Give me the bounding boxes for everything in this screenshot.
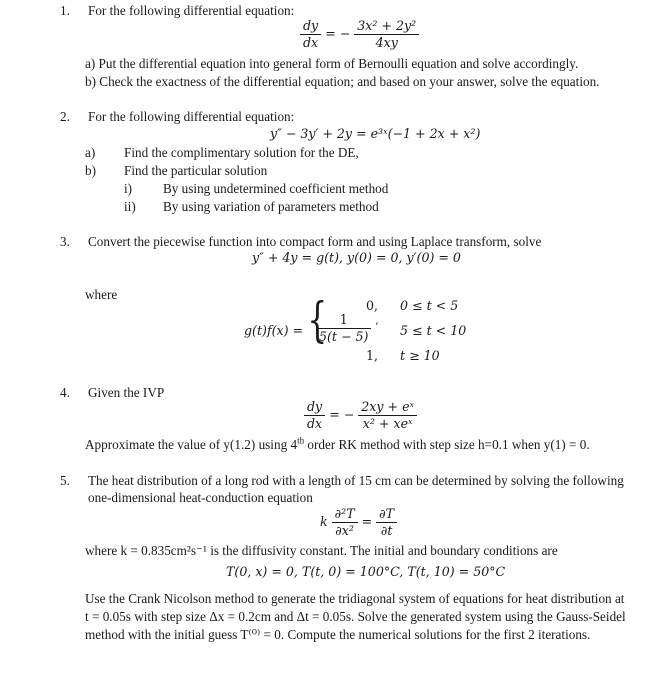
q1-eq-lhs-den: dx: [303, 34, 319, 50]
piecewise-value-1: 0,: [366, 298, 379, 313]
q5-eq-rhs-num: ∂T: [376, 506, 397, 523]
q2-ii-label: ii): [124, 199, 136, 214]
piecewise-value-3: 1,: [366, 348, 379, 363]
q2-number: 2.: [60, 109, 70, 124]
q5-eq-lhs-den: ∂x²: [335, 522, 354, 538]
q3-number: 3.: [60, 234, 70, 249]
q5-equation: [320, 506, 397, 538]
q5-boundary-conditions: T(0, x) = 0, T(t, 0) = 100°C, T(t, 10) = 50°C: [226, 564, 506, 579]
q5-intro: The heat distribution of a long rod with a length of 15 cm can be determined by solving the following one-dimensional heat-conduction equation: [88, 473, 624, 506]
q4-equation: [304, 399, 417, 431]
q1-intro: For the following differential equation:: [88, 3, 295, 18]
q2-b-label: b): [85, 163, 96, 178]
piecewise-lhs: g(t)f(x) =: [244, 323, 304, 338]
q3-intro: Convert the piecewise function into compact form and using Laplace transform, solve: [88, 234, 542, 249]
q2-equation: y″ − 3y′ + 2y = e³ˣ(−1 + 2x + x²): [270, 126, 481, 141]
q2-part-i: By using undetermined coefficient method: [163, 181, 389, 196]
q4-intro: Given the IVP: [88, 385, 165, 400]
q5-eq-rhs-den: ∂t: [380, 522, 393, 538]
q4-task-pre: Approximate the value of y(1.2) using 4: [85, 437, 298, 452]
q4-eq-sign: = −: [329, 406, 355, 422]
q4-task-post: order RK method with step size h=0.1 when y(1) = 0.: [304, 437, 590, 452]
q1-eq-lhs-num: dy: [300, 18, 321, 35]
q4-task-sup: th: [297, 435, 305, 446]
piecewise-v2-num: 1: [316, 312, 371, 329]
q1-part-a: a) Put the differential equation into general form of Bernoulli equation and solve accordingly.: [85, 56, 579, 71]
q4-task: [85, 436, 590, 453]
q4-eq-rhs-den: x² + xeˣ: [362, 415, 413, 431]
q2-part-a: Find the complimentary solution for the DE,: [124, 145, 359, 160]
piecewise-cond-2: 5 ≤ t < 10: [400, 323, 467, 338]
q5-body: Use the Crank Nicolson method to generate the tridiagonal system of equations for heat distribution at t = 0.05s with step size Δx = 0.2cm and Δt = 0.05s. Solve the generated system using the Gauss-Seidel method with the initial guess T⁽⁰⁾ = 0. Compute the numerical solutions for the first 2 iterations.: [85, 591, 626, 643]
q5-where: where k = 0.835cm²s⁻¹ is the diffusivity constant. The initial and boundary conditions are: [85, 543, 558, 558]
q2-part-b: Find the particular solution: [124, 163, 268, 178]
piecewise-value-2: [316, 312, 378, 344]
q2-part-ii: By using variation of parameters method: [163, 199, 379, 214]
piecewise-function: [244, 290, 484, 370]
q2-a-label: a): [85, 145, 96, 160]
q3-where: where: [85, 287, 118, 302]
piecewise-cond-1: 0 ≤ t < 5: [400, 298, 459, 313]
q2-intro: For the following differential equation:: [88, 109, 295, 124]
q4-number: 4.: [60, 385, 70, 400]
piecewise-v2-comma: ′: [375, 319, 379, 335]
q1-eq-rhs-den: 4xy: [375, 34, 398, 50]
q1-eq-sign: = −: [325, 25, 351, 41]
q5-number: 5.: [60, 473, 70, 488]
q1-number: 1.: [60, 3, 70, 18]
q1-equation: [300, 18, 419, 50]
q5-eq-sign: =: [361, 513, 373, 529]
piecewise-v2-den: 5(t − 5): [319, 328, 369, 344]
q4-eq-lhs-num: dy: [304, 399, 325, 416]
q5-eq-lhs-num: ∂²T: [332, 506, 358, 523]
piecewise-brace: {: [307, 292, 328, 348]
piecewise-cond-3: t ≥ 10: [400, 348, 440, 363]
q1-eq-rhs-num: 3x² + 2y²: [354, 18, 419, 35]
q4-eq-rhs-num: 2xy + eˣ: [358, 399, 417, 416]
q5-eq-k: k: [320, 513, 328, 529]
q4-eq-lhs-den: dx: [307, 415, 323, 431]
q1-part-b: b) Check the exactness of the differential equation; and based on your answer, solve the equation.: [85, 74, 600, 89]
q2-i-label: i): [124, 181, 133, 196]
q3-equation: y″ + 4y = g(t), y(0) = 0, y′(0) = 0: [252, 250, 461, 265]
